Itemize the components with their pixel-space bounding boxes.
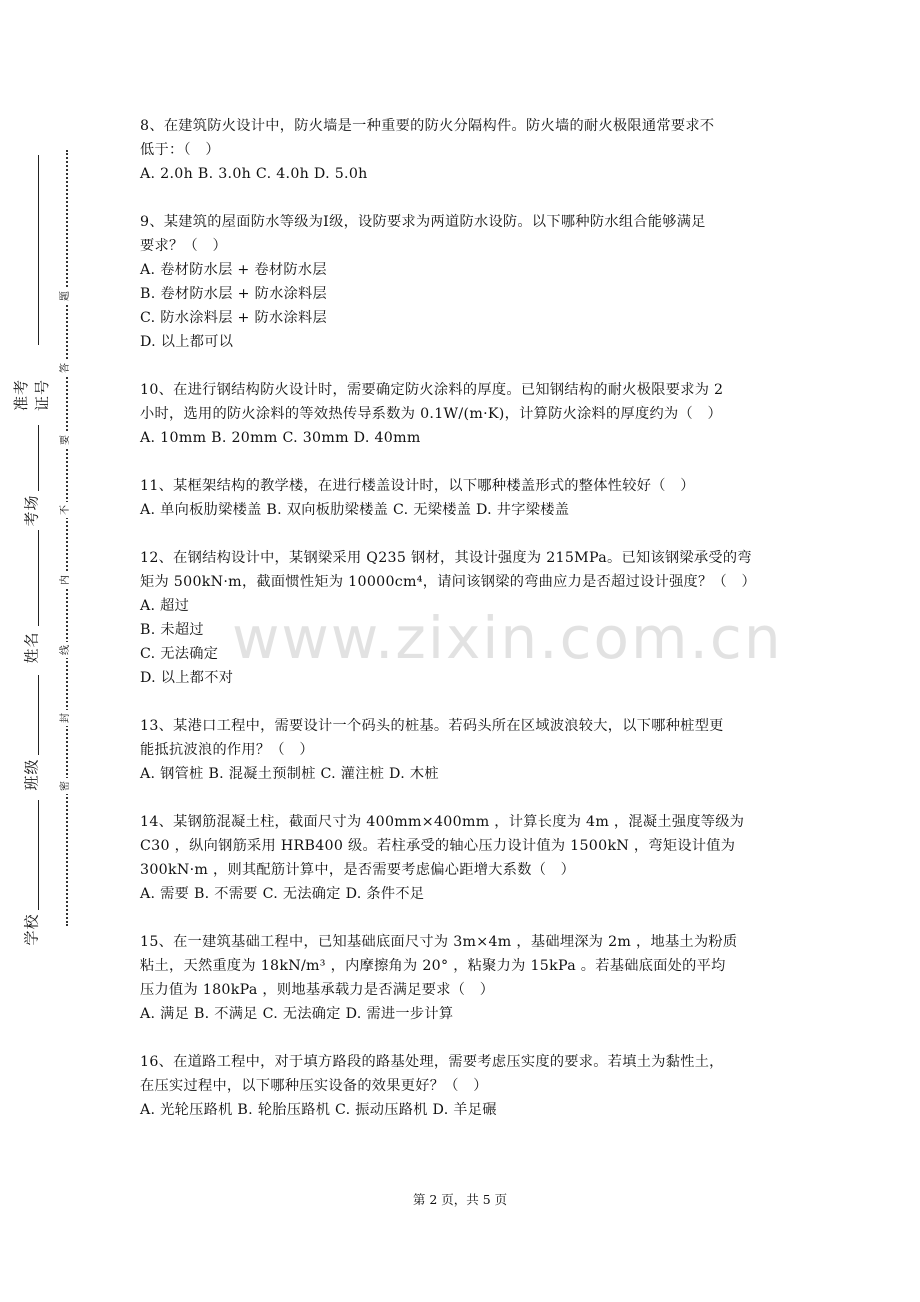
question-11 — [140, 474, 790, 522]
seal-char: 答 — [58, 360, 74, 376]
seal-char: 要 — [58, 432, 74, 448]
question-stem: 10、在进行钢结构防火设计时，需要确定防火涂料的厚度。已知钢结构的耐火极限要求为 2 — [140, 382, 724, 398]
question-stem: C30 ，纵向钢筋采用 HRB400 级。若柱承受的轴心压力设计值为 1500kN ，弯矩设计值为 — [140, 838, 736, 854]
question-stem: 13、某港口工程中，需要设计一个码头的桩基。若码头所在区域波浪较大，以下哪种桩型更 — [140, 718, 724, 734]
question-options: A. 单向板肋梁楼盖 B. 双向板肋梁楼盖 C. 无梁楼盖 D. 井字梁楼盖 — [140, 502, 570, 518]
seal-char: 线 — [58, 642, 74, 658]
school-underline — [38, 800, 39, 910]
question-16 — [140, 1050, 790, 1122]
question-stem: 小时，选用的防火涂料的等效热传导系数为 0.1W/(m·K)，计算防火涂料的厚度约为（ ） — [140, 406, 722, 422]
question-stem: 16、在道路工程中，对于填方路段的路基处理，需要考虑压实度的要求。若填土为黏性土， — [140, 1054, 724, 1070]
page-number: 第 2 页，共 5 页 — [412, 1192, 508, 1207]
question-stem: 压力值为 180kPa ，则地基承载力是否满足要求（ ） — [140, 982, 495, 998]
exam-room-underline — [38, 425, 39, 491]
exam-room-field — [14, 425, 48, 525]
question-stem: 15、在一建筑基础工程中，已知基础底面尺寸为 3m×4m ，基础埋深为 2m ，地基土为粉质 — [140, 934, 738, 950]
class-label: 班级 — [22, 758, 41, 791]
seal-char: 封 — [58, 710, 74, 726]
question-13 — [140, 714, 790, 786]
student-name-field — [14, 530, 48, 665]
watermark: www.zixin.com.cn — [232, 604, 783, 672]
question-options: A. 光轮压路机 B. 轮胎压路机 C. 振动压路机 D. 羊足碾 — [140, 1102, 497, 1118]
question-stem: 在压实过程中，以下哪种压实设备的效果更好？（ ） — [140, 1078, 488, 1094]
question-15 — [140, 930, 790, 1026]
question-stem: 14、某钢筋混凝土柱，截面尺寸为 400mm×400mm ，计算长度为 4m ，混凝土强度等级为 — [140, 814, 745, 830]
exam-id-field — [12, 155, 51, 420]
option-b: B. 卷材防水层 + 防水涂料层 — [140, 286, 328, 302]
seal-char: 内 — [58, 572, 74, 588]
student-name-underline — [38, 530, 39, 626]
option-a: A. 卷材防水层 + 卷材防水层 — [140, 262, 327, 278]
question-9 — [140, 210, 790, 354]
question-options: A. 10mm B. 20mm C. 30mm D. 40mm — [140, 430, 421, 446]
question-stem: 12、在钢结构设计中，某钢梁采用 Q235 钢材，其设计强度为 215MPa。已知该钢梁承受的弯 — [140, 550, 752, 566]
question-stem: 11、某框架结构的教学楼，在进行楼盖设计时，以下哪种楼盖形式的整体性较好（ ） — [140, 478, 695, 494]
exam-id-underline — [38, 155, 39, 345]
option-d: D. 以上都可以 — [140, 334, 234, 350]
question-stem: 9、某建筑的屋面防水等级为Ⅰ级，设防要求为两道防水设防。以下哪种防水组合能够满足 — [140, 214, 706, 230]
question-stem: 能抵抗波浪的作用？（ ） — [140, 742, 314, 758]
seal-line — [66, 150, 68, 926]
question-stem: 300kN·m ，则其配筋计算中，是否需要考虑偏心距增大系数（ ） — [140, 862, 576, 878]
option-b: B. 未超过 — [140, 622, 204, 638]
school-label: 学校 — [22, 913, 41, 946]
question-stem: 要求？（ ） — [140, 238, 227, 254]
question-stem: 8、在建筑防火设计中，防火墙是一种重要的防火分隔构件。防火墙的耐火极限通常要求不 — [140, 118, 715, 134]
exam-id-label: 准考证号 — [12, 378, 51, 411]
student-name-label: 姓名 — [22, 631, 41, 664]
question-10 — [140, 378, 790, 450]
class-field — [14, 675, 48, 790]
question-options: A. 满足 B. 不满足 C. 无法确定 D. 需进一步计算 — [140, 1006, 454, 1022]
option-c: C. 无法确定 — [140, 646, 219, 662]
question-stem: 矩为 500kN·m，截面惯性矩为 10000cm⁴，请问该钢梁的弯曲应力是否超过设计强度？（ ） — [140, 574, 756, 590]
school-field — [14, 800, 48, 945]
question-14 — [140, 810, 790, 906]
question-8 — [140, 114, 790, 186]
question-12 — [140, 546, 790, 690]
seal-char: 密 — [58, 778, 74, 794]
class-underline — [38, 675, 39, 755]
seal-char: 不 — [58, 502, 74, 518]
question-stem: 粘土，天然重度为 18kN/m³ ，内摩擦角为 20° ，粘聚力为 15kPa 。若基础底面处的平均 — [140, 958, 726, 974]
question-options: A. 2.0h B. 3.0h C. 4.0h D. 5.0h — [140, 166, 368, 182]
option-a: A. 超过 — [140, 598, 190, 614]
seal-char: 题 — [58, 288, 74, 304]
exam-room-label: 考场 — [22, 494, 41, 527]
question-options: A. 钢管桩 B. 混凝土预制桩 C. 灌注桩 D. 木桩 — [140, 766, 439, 782]
question-list — [140, 114, 790, 1146]
option-c: C. 防水涂料层 + 防水涂料层 — [140, 310, 327, 326]
option-d: D. 以上都不对 — [140, 670, 234, 686]
question-stem: 低于：（ ） — [140, 142, 220, 158]
question-options: A. 需要 B. 不需要 C. 无法确定 D. 条件不足 — [140, 886, 425, 902]
